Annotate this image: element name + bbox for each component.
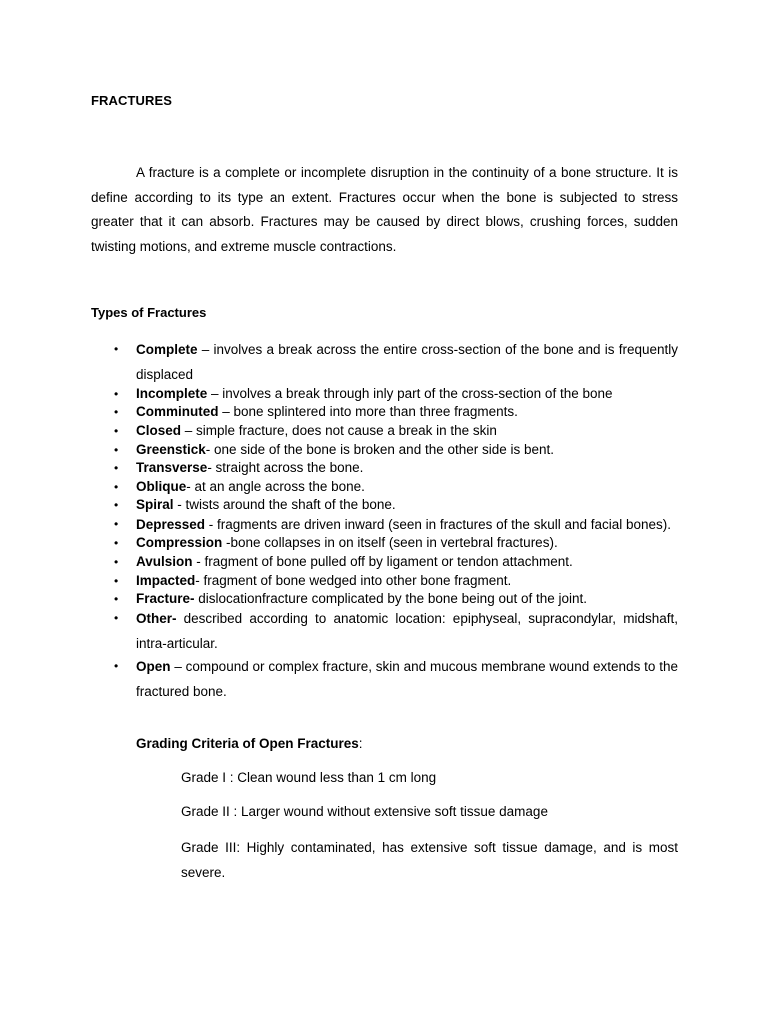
types-heading: Types of Fractures	[91, 305, 207, 320]
list-item-text: – bone splintered into more than three fragments.	[218, 404, 518, 420]
bullet-icon: •	[114, 386, 119, 401]
bullet-icon: •	[114, 405, 119, 420]
grade-item: Grade I : Clean wound less than 1 cm long	[181, 770, 437, 785]
intro-paragraph: A fracture is a complete or incomplete disruption in the continuity of a bone structure. It is define according to its type an extent. Fractures occur when the bone is subjected to stress greater that it can absorb. Fractures may be caused by direct blows, crushing forces, sudden twisting motions, and extreme muscle contractions.	[91, 165, 678, 254]
list-item-text: - twists around the shaft of the bone.	[173, 497, 396, 513]
list-item-term: Comminuted	[136, 404, 219, 420]
list-item	[91, 553, 678, 572]
fracture-types-list	[91, 340, 678, 701]
list-item-text: – simple fracture, does not cause a break in the skin	[181, 423, 497, 438]
list-item	[91, 606, 678, 657]
list-item-term: Other-	[136, 610, 177, 626]
list-item-text: - fragment of bone pulled off by ligament or tendon attachment.	[192, 553, 573, 569]
list-item-text: - one side of the bone is broken and the other side is bent.	[205, 441, 555, 457]
bullet-icon: •	[114, 610, 119, 625]
list-item-term: Depressed	[136, 516, 206, 532]
list-item-text: – involves a break through inly part of the cross-section of the bone	[207, 385, 613, 401]
list-item	[91, 422, 678, 441]
list-item-term: Impacted	[136, 572, 196, 588]
grading-heading	[136, 736, 363, 751]
list-item-term: Oblique	[136, 478, 187, 494]
list-item	[91, 385, 678, 404]
list-item-text: – compound or complex fracture, skin and mucous membrane wound extends to the fractured bone.	[136, 658, 678, 699]
list-item	[91, 478, 678, 497]
list-item	[91, 459, 678, 478]
list-item-text: -bone collapses in on itself (seen in vertebral fractures).	[222, 535, 558, 551]
list-item-text: - fragments are driven inward (seen in fractures of the skull and facial bones).	[205, 516, 672, 532]
list-item-term: Greenstick	[136, 441, 206, 457]
list-item	[91, 654, 678, 705]
bullet-icon: •	[114, 342, 119, 356]
list-item	[91, 441, 678, 460]
bullet-icon: •	[114, 424, 119, 438]
bullet-icon: •	[114, 479, 119, 494]
list-item-text: - fragment of bone wedged into other bone fragment.	[195, 572, 512, 588]
list-item-term: Compression	[136, 535, 223, 551]
list-item	[91, 337, 678, 388]
bullet-icon: •	[114, 554, 119, 569]
list-item-text: described according to anatomic location: epiphyseal, supracondylar, midshaft, intra-articular.	[136, 610, 678, 652]
list-item	[91, 534, 678, 553]
bullet-icon: •	[114, 536, 119, 551]
list-item	[91, 572, 678, 591]
bullet-icon: •	[114, 461, 119, 476]
list-item-text: - at an angle across the bone.	[186, 478, 365, 494]
list-item-text: - straight across the bone.	[207, 460, 364, 476]
list-item-text: – involves a break across the entire cross-section of the bone and is frequently displaced	[136, 342, 678, 383]
list-item-term: Complete	[136, 342, 198, 357]
list-item-term: Avulsion	[136, 553, 193, 569]
grade-item: Grade II : Larger wound without extensive soft tissue damage	[181, 804, 548, 819]
document-title: FRACTURES	[91, 93, 173, 108]
bullet-icon: •	[114, 658, 119, 673]
bullet-icon: •	[114, 442, 119, 457]
bullet-icon: •	[114, 573, 119, 588]
grade-item: Grade III: Highly contaminated, has extensive soft tissue damage, and is most severe.	[181, 840, 678, 880]
list-item-term: Incomplete	[136, 385, 208, 401]
list-item-term: Fracture-	[136, 591, 195, 607]
grading-heading-text: Grading Criteria of Open Fractures	[136, 736, 359, 751]
grading-heading-colon: :	[358, 736, 363, 751]
list-item-term: Spiral	[136, 497, 174, 513]
list-item-term: Transverse	[136, 460, 208, 476]
list-item-text: dislocationfracture complicated by the bone being out of the joint.	[194, 591, 588, 607]
list-item-term: Open	[136, 658, 171, 674]
bullet-icon: •	[114, 498, 119, 513]
bullet-icon: •	[114, 516, 119, 531]
bullet-icon: •	[114, 592, 119, 607]
list-item	[91, 403, 678, 422]
list-item-term: Closed	[136, 423, 182, 438]
